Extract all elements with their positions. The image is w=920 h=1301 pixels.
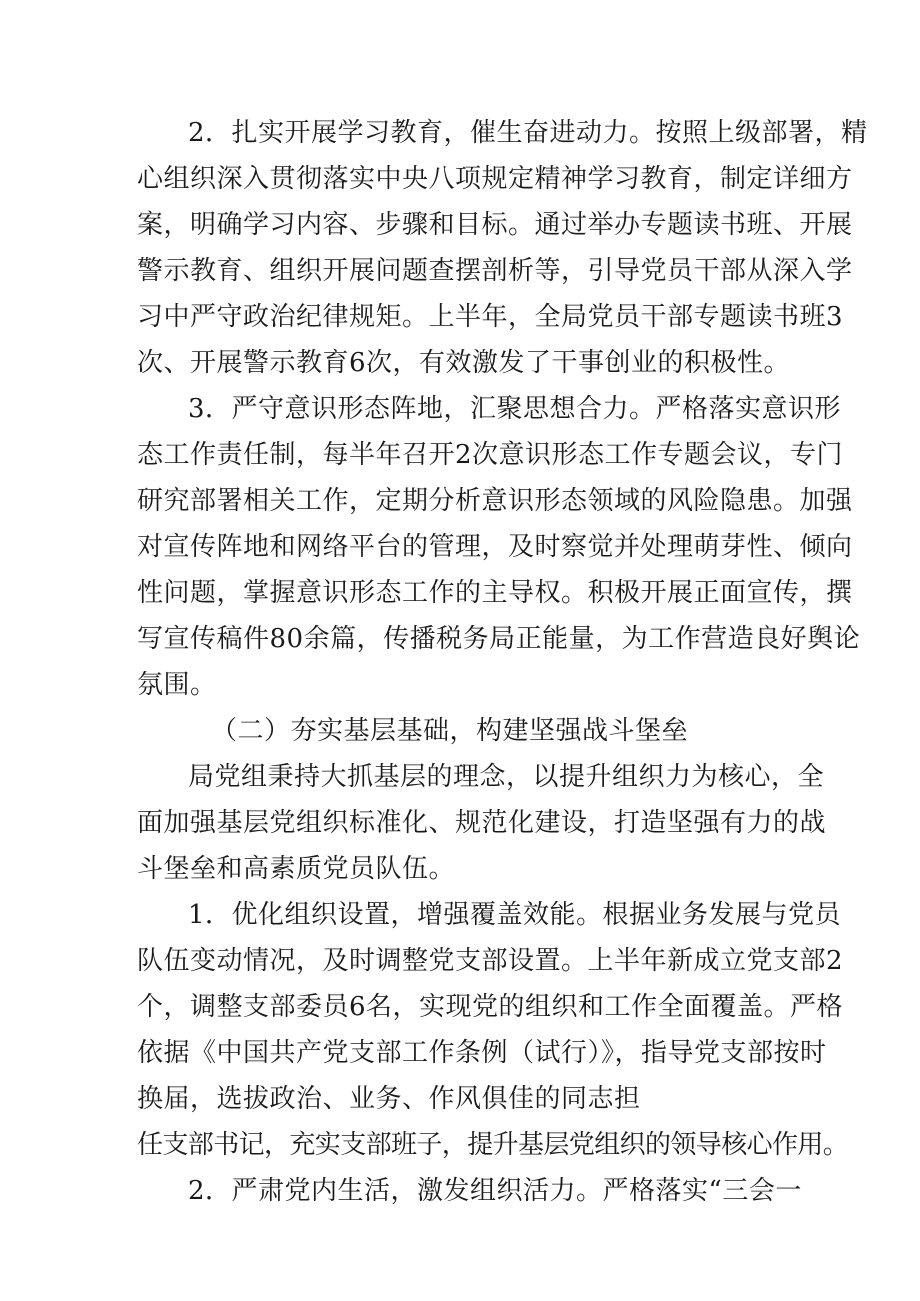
- paragraph-line: 次、开展警示教育6次，有效激发了干事创业的积极性。: [137, 348, 791, 378]
- paragraph-line: 2．严肃党内生活，激发组织活力。严格落实“三会一: [188, 1176, 802, 1206]
- paragraph-line: 2．扎实开展学习教育，催生奋进动力。按照上级部署，精: [188, 118, 868, 148]
- paragraph-line: 队伍变动情况，及时调整党支部设置。上半年新成立党支部2: [137, 946, 844, 976]
- paragraph-line: 换届，选拔政治、业务、作风俱佳的同志担: [137, 1084, 641, 1114]
- paragraph-line: 任支部书记，充实支部班子，提升基层党组织的领导核心作用。: [137, 1130, 849, 1160]
- paragraph-line: 心组织深入贯彻落实中央八项规定精神学习教育，制定详细方: [137, 164, 853, 194]
- paragraph-line: 案，明确学习内容、步骤和目标。通过举办专题读书班、开展: [137, 210, 853, 240]
- paragraph-line: 性问题，掌握意识形态工作的主导权。积极开展正面宣传，撰: [137, 578, 853, 608]
- paragraph-line: 依据《中国共产党支部工作条例（试行）》，指导党支部按时: [137, 1038, 827, 1068]
- paragraph-line: 面加强基层党组织标准化、规范化建设，打造坚强有力的战: [137, 808, 827, 838]
- paragraph-line: 氛围。: [137, 670, 217, 700]
- paragraph-line: 3．严守意识形态阵地，汇聚思想合力。严格落实意识形: [188, 394, 842, 424]
- section-heading: （二）夯实基层基础，构建坚强战斗堡垒: [211, 716, 689, 746]
- paragraph-line: 习中严守政治纪律规矩。上半年，全局党员干部专题读书班3: [137, 302, 844, 332]
- paragraph-line: 斗堡垒和高素质党员队伍。: [137, 854, 456, 884]
- paragraph-line: 1．优化组织设置，增强覆盖效能。根据业务发展与党员: [188, 900, 842, 930]
- paragraph-line: 写宣传稿件80余篇，传播税务局正能量，为工作营造良好舆论: [137, 624, 861, 654]
- paragraph-line: 对宣传阵地和网络平台的管理，及时察觉并处理萌芽性、倾向: [137, 532, 853, 562]
- paragraph-line: 个，调整支部委员6名，实现党的组织和工作全面覆盖。严格: [137, 992, 844, 1022]
- paragraph-line: 局党组秉持大抓基层的理念，以提升组织力为核心，全: [188, 762, 825, 792]
- paragraph-line: 态工作责任制，每半年召开2次意识形态工作专题会议，专门: [137, 440, 844, 470]
- paragraph-line: 研究部署相关工作，定期分析意识形态领域的风险隐患。加强: [137, 486, 853, 516]
- paragraph-line: 警示教育、组织开展问题查摆剖析等，引导党员干部从深入学: [137, 256, 853, 286]
